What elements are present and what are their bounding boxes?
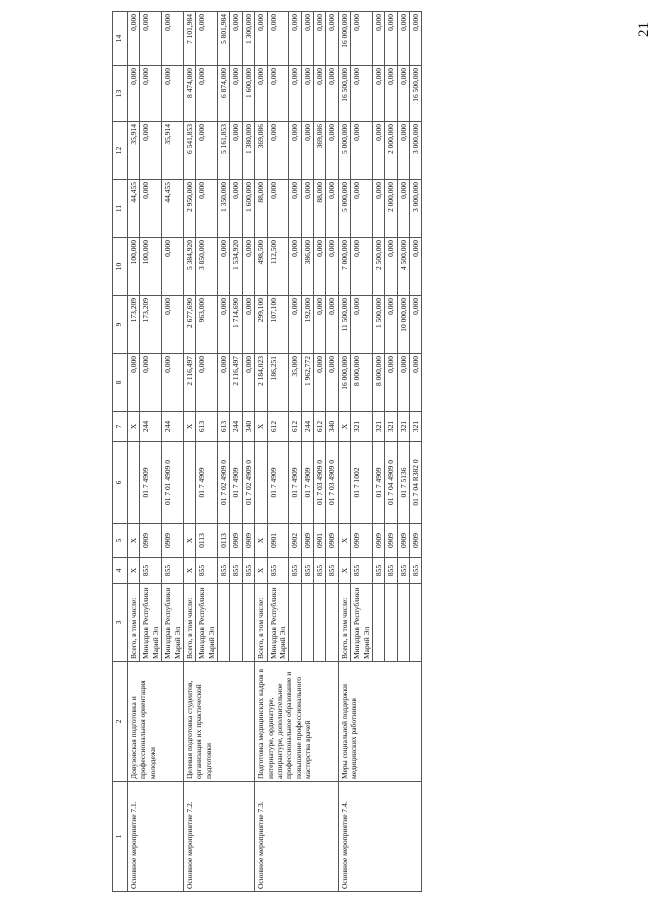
cell-csr: 01 7 4909 [196,442,218,524]
executor-cell [410,584,422,662]
cell-v11: 0,000 [267,180,289,238]
cell-csr [255,442,267,524]
cell-v11: 2 000,000 [385,180,397,238]
cell-v11: 88,000 [255,180,267,238]
cell-vr: 321 [372,412,384,442]
cell-v14: 0,000 [289,12,301,66]
column-header-3: 3 [113,584,128,662]
cell-v9: 0,000 [385,296,397,354]
cell-v13: 6 874,000 [218,66,230,122]
cell-v10: 0,000 [162,238,184,296]
cell-v11: 1 350,000 [218,180,230,238]
cell-v14: 0,000 [372,12,384,66]
column-header-8: 8 [113,354,128,412]
cell-vr: 244 [162,412,184,442]
cell-v10: 100,000 [128,238,140,296]
column-header-7: 7 [113,412,128,442]
column-header-6: 6 [113,442,128,524]
executor-cell: Минздрав Республики Марий Эл [196,584,218,662]
cell-v13: 16 500,000 [338,66,350,122]
cell-v12: 0,000 [397,122,409,180]
cell-v14: 0,000 [255,12,267,66]
cell-rzpr: 0901 [314,524,326,558]
cell-v13: 1 600,000 [242,66,254,122]
cell-csr: 01 7 4909 [267,442,289,524]
cell-rzpr: 0909 [385,524,397,558]
cell-v13: 0,000 [289,66,301,122]
cell-v8: 2 116,497 [230,354,242,412]
cell-v10: 112,500 [267,238,289,296]
cell-v8: 0,000 [196,354,218,412]
cell-vr: 340 [242,412,254,442]
cell-vr: X [128,412,140,442]
table-row [128,12,140,892]
cell-rzpr: 0909 [397,524,409,558]
cell-vr: 244 [140,412,162,442]
cell-grbs: 855 [242,558,254,584]
cell-vr: 613 [196,412,218,442]
cell-grbs: 855 [385,558,397,584]
executor-cell: Минздрав Республики Марий Эл [267,584,289,662]
cell-grbs: 855 [140,558,162,584]
executor-cell [230,584,242,662]
table-row [183,12,195,892]
cell-v10: 2 500,000 [372,238,384,296]
cell-v13: 0,000 [301,66,313,122]
cell-v11: 44,455 [128,180,140,238]
cell-v11: 88,000 [314,180,326,238]
column-header-13: 13 [113,66,128,122]
executor-cell [242,584,254,662]
executor-cell: Всего, в том числе: [338,584,350,662]
cell-vr: 321 [397,412,409,442]
cell-v11: 0,000 [351,180,373,238]
executor-cell: Всего, в том числе: [255,584,267,662]
cell-v14: 0,000 [196,12,218,66]
measure-description: Подготовка медицинских кадров в интернатуре, ординатуре, аспирантуре, дополнительное профессиональное образование и повышение профессионального мастерства врачей [255,662,339,782]
cell-v13: 0,000 [255,66,267,122]
cell-v14: 0,000 [326,12,338,66]
table-row [255,12,267,892]
cell-v12: 0,000 [267,122,289,180]
cell-rzpr: 0909 [351,524,373,558]
cell-v14: 0,000 [301,12,313,66]
cell-v13: 0,000 [385,66,397,122]
cell-v11: 0,000 [230,180,242,238]
cell-v14: 0,000 [267,12,289,66]
cell-v8: 0,000 [128,354,140,412]
cell-v12: 0,000 [372,122,384,180]
cell-v9: 173,209 [128,296,140,354]
executor-cell: Всего, в том числе: [183,584,195,662]
cell-v8: 0,000 [326,354,338,412]
cell-grbs: 855 [410,558,422,584]
header-row [113,12,128,892]
cell-rzpr: 0909 [140,524,162,558]
cell-rzpr: 0113 [196,524,218,558]
column-header-1: 1 [113,782,128,892]
cell-v11: 0,000 [372,180,384,238]
cell-rzpr: 0909 [326,524,338,558]
cell-v9: 1 500,000 [372,296,384,354]
column-header-14: 14 [113,12,128,66]
cell-v8: 0,000 [314,354,326,412]
cell-v8: 8 000,000 [351,354,373,412]
cell-rzpr: 0909 [410,524,422,558]
cell-grbs: X [183,558,195,584]
executor-cell [397,584,409,662]
cell-v14: 0,000 [128,12,140,66]
executor-cell [385,584,397,662]
cell-v13: 8 474,000 [183,66,195,122]
cell-v9: 173,209 [140,296,162,354]
column-header-12: 12 [113,122,128,180]
cell-grbs: 855 [267,558,289,584]
cell-v13: 0,000 [351,66,373,122]
cell-rzpr: 0909 [242,524,254,558]
cell-v9: 0,000 [242,296,254,354]
cell-csr: 01 7 04 R382 0 [410,442,422,524]
cell-v11: 0,000 [140,180,162,238]
cell-csr: 01 7 03 4909 0 [326,442,338,524]
cell-vr: 612 [314,412,326,442]
cell-vr: 613 [218,412,230,442]
cell-v10: 100,000 [140,238,162,296]
cell-v9: 0,000 [162,296,184,354]
cell-v12: 369,086 [255,122,267,180]
cell-grbs: 855 [314,558,326,584]
cell-rzpr: 0902 [289,524,301,558]
cell-grbs: 855 [196,558,218,584]
cell-v8: 2 184,023 [255,354,267,412]
measure-description: Целевая подготовка студентов, организация их практической подготовки [183,662,254,782]
cell-csr: 01 7 01 4909 0 [162,442,184,524]
cell-csr: 01 7 5136 [397,442,409,524]
measure-title: Основное мероприятие 7.1. [128,782,184,892]
cell-v10: 0,000 [242,238,254,296]
cell-v9: 1 714,690 [230,296,242,354]
column-header-11: 11 [113,180,128,238]
cell-grbs: X [338,558,350,584]
cell-grbs: 855 [162,558,184,584]
cell-v14: 0,000 [140,12,162,66]
cell-grbs: 855 [218,558,230,584]
cell-v13: 0,000 [314,66,326,122]
cell-v9: 963,000 [196,296,218,354]
executor-cell: Минздрав Республики Марий Эл [140,584,162,662]
cell-v8: 0,000 [410,354,422,412]
cell-csr: 01 7 4909 [230,442,242,524]
cell-v9: 0,000 [218,296,230,354]
cell-v11: 0,000 [397,180,409,238]
cell-v9: 0,000 [410,296,422,354]
cell-v12: 5 161,853 [218,122,230,180]
cell-v10: 4 500,000 [397,238,409,296]
measure-title: Основное мероприятие 7.3. [255,782,339,892]
table-body [128,12,422,892]
cell-v8: 8 000,000 [372,354,384,412]
cell-v13: 0,000 [230,66,242,122]
cell-v12: 0,000 [289,122,301,180]
cell-vr: 321 [385,412,397,442]
cell-rzpr: 0901 [267,524,289,558]
cell-csr: 01 7 4909 [372,442,384,524]
column-header-2: 2 [113,662,128,782]
cell-v11: 3 000,000 [410,180,422,238]
cell-v10: 0,000 [385,238,397,296]
cell-v12: 1 380,000 [242,122,254,180]
cell-v13: 0,000 [196,66,218,122]
cell-vr: X [183,412,195,442]
cell-rzpr: X [338,524,350,558]
cell-v13: 0,000 [140,66,162,122]
cell-v8: 16 000,000 [338,354,350,412]
cell-v14: 0,000 [314,12,326,66]
column-header-10: 10 [113,238,128,296]
cell-v12: 369,086 [314,122,326,180]
cell-rzpr: X [128,524,140,558]
cell-vr: X [338,412,350,442]
cell-v12: 0,000 [351,122,373,180]
cell-rzpr: 0909 [230,524,242,558]
cell-v8: 0,000 [385,354,397,412]
cell-grbs: 855 [289,558,301,584]
cell-v11: 0,000 [301,180,313,238]
cell-v11: 0,000 [196,180,218,238]
cell-v13: 0,000 [267,66,289,122]
cell-v9: 0,000 [351,296,373,354]
executor-cell: Всего, в том числе: [128,584,140,662]
cell-v14: 0,000 [410,12,422,66]
cell-v12: 3 000,000 [410,122,422,180]
executor-cell [301,584,313,662]
cell-v14: 0,000 [397,12,409,66]
cell-v12: 0,000 [196,122,218,180]
cell-v10: 0,000 [351,238,373,296]
cell-v14: 0,000 [230,12,242,66]
cell-grbs: 855 [326,558,338,584]
cell-v8: 2 116,497 [183,354,195,412]
cell-csr [338,442,350,524]
cell-v10: 0,000 [314,238,326,296]
cell-v10: 386,000 [301,238,313,296]
cell-v8: 0,000 [242,354,254,412]
cell-vr: X [255,412,267,442]
cell-v12: 0,000 [140,122,162,180]
measure-title: Основное мероприятие 7.2. [183,782,254,892]
cell-v8: 186,251 [267,354,289,412]
cell-v14: 0,000 [162,12,184,66]
cell-v14: 1 300,000 [242,12,254,66]
cell-v10: 498,500 [255,238,267,296]
cell-v13: 0,000 [162,66,184,122]
cell-csr: 01 7 02 4909 0 [242,442,254,524]
cell-csr: 01 7 02 4909 0 [218,442,230,524]
cell-v14: 16 000,000 [338,12,350,66]
cell-v13: 16 500,000 [410,66,422,122]
cell-v10: 1 534,920 [230,238,242,296]
cell-v12: 0,000 [301,122,313,180]
cell-csr: 01 7 4909 [301,442,313,524]
measure-description: Довузовская подготовка и профессиональная ориентация молодежи [128,662,184,782]
cell-csr: 01 7 4909 [289,442,301,524]
cell-v14: 0,000 [351,12,373,66]
cell-csr: 01 7 4909 [140,442,162,524]
cell-v8: 0,000 [162,354,184,412]
cell-v12: 35,914 [128,122,140,180]
cell-v10: 3 850,000 [196,238,218,296]
cell-v14: 0,000 [385,12,397,66]
cell-grbs: 855 [372,558,384,584]
cell-rzpr: 0113 [218,524,230,558]
cell-v12: 2 000,000 [385,122,397,180]
cell-grbs: X [128,558,140,584]
cell-v11: 1 600,000 [242,180,254,238]
cell-vr: 321 [410,412,422,442]
cell-grbs: X [255,558,267,584]
cell-v8: 0,000 [397,354,409,412]
cell-v14: 5 801,984 [218,12,230,66]
cell-vr: 321 [351,412,373,442]
budget-table [112,11,422,892]
rotated-table-container [112,12,570,892]
cell-csr [183,442,195,524]
cell-rzpr: 0909 [162,524,184,558]
cell-v10: 0,000 [289,238,301,296]
cell-v8: 0,000 [218,354,230,412]
cell-grbs: 855 [301,558,313,584]
executor-cell [289,584,301,662]
cell-v11: 2 950,000 [183,180,195,238]
cell-v9: 0,000 [289,296,301,354]
executor-cell [326,584,338,662]
cell-v13: 0,000 [128,66,140,122]
cell-v11: 0,000 [289,180,301,238]
cell-v12: 5 000,000 [338,122,350,180]
cell-v9: 10 000,000 [397,296,409,354]
cell-grbs: 855 [397,558,409,584]
cell-v10: 7 000,000 [338,238,350,296]
cell-v10: 0,000 [218,238,230,296]
cell-v9: 192,000 [301,296,313,354]
cell-v9: 0,000 [314,296,326,354]
cell-v12: 6 541,853 [183,122,195,180]
measure-description: Меры социальной поддержки медицинских работников [338,662,422,782]
cell-v11: 5 000,000 [338,180,350,238]
cell-v13: 0,000 [372,66,384,122]
cell-vr: 244 [301,412,313,442]
cell-grbs: 855 [230,558,242,584]
cell-rzpr: X [183,524,195,558]
cell-v13: 0,000 [326,66,338,122]
cell-v14: 7 101,984 [183,12,195,66]
cell-v11: 44,455 [162,180,184,238]
cell-v11: 0,000 [326,180,338,238]
cell-v9: 11 500,000 [338,296,350,354]
cell-v13: 0,000 [397,66,409,122]
cell-v12: 0,000 [230,122,242,180]
table-row [338,12,350,892]
cell-csr: 01 7 04 4909 0 [385,442,397,524]
executor-cell [218,584,230,662]
executor-cell [314,584,326,662]
cell-v10: 0,000 [326,238,338,296]
cell-csr: 01 7 1002 [351,442,373,524]
executor-cell: Минздрав Республики Марий Эл [351,584,373,662]
cell-v9: 299,100 [255,296,267,354]
cell-v9: 107,100 [267,296,289,354]
cell-v9: 0,000 [326,296,338,354]
cell-rzpr: X [255,524,267,558]
cell-grbs: 855 [351,558,373,584]
cell-v9: 2 677,690 [183,296,195,354]
cell-csr: 01 7 03 4909 0 [314,442,326,524]
cell-csr [128,442,140,524]
column-header-9: 9 [113,296,128,354]
cell-v8: 35,000 [289,354,301,412]
executor-cell [372,584,384,662]
cell-v12: 35,914 [162,122,184,180]
cell-vr: 244 [230,412,242,442]
cell-v8: 1 962,772 [301,354,313,412]
column-header-4: 4 [113,558,128,584]
cell-vr: 612 [289,412,301,442]
executor-cell: Минздрав Республики Марий Эл [162,584,184,662]
cell-v10: 5 384,920 [183,238,195,296]
cell-vr: 340 [326,412,338,442]
cell-v10: 0,000 [410,238,422,296]
cell-v8: 0,000 [140,354,162,412]
cell-vr: 612 [267,412,289,442]
cell-rzpr: 0909 [372,524,384,558]
cell-v12: 0,000 [326,122,338,180]
measure-title: Основное мероприятие 7.4. [338,782,422,892]
page-number: 21 [636,22,652,37]
cell-rzpr: 0909 [301,524,313,558]
column-header-5: 5 [113,524,128,558]
